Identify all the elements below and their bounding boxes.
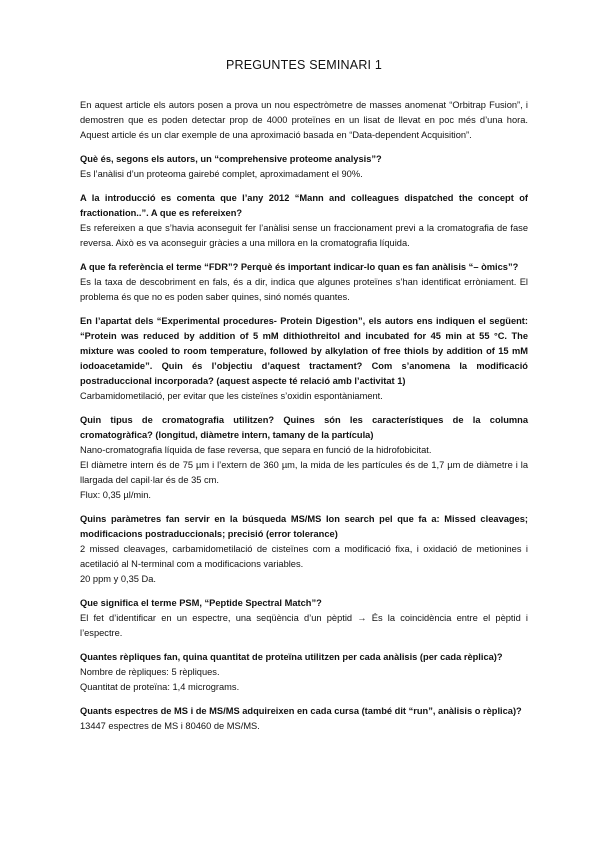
answer-7: El fet d’identificar en un espectre, una seqüència d’un pèptid → És la coincidència entre el pèptid i l’espectre. [80,613,528,638]
page-title: PREGUNTES SEMINARI 1 [225,58,383,72]
answer-5-line-1: Nano-cromatografia líquida de fase reversa, que separa en funció de la hidrofobicitat. [80,445,432,455]
answer-3: Es la taxa de descobriment en fals, és a dir, indica que algunes proteïnes s’han identificat erròniament. El problema és que no es poden saber quines, sinó només quantes. [80,277,528,302]
question-1: Què és, segons els autors, un “comprehensive proteome analysis”? [80,154,382,164]
answer-8-line-2: Quantitat de proteïna: 1,4 micrograms. [80,682,240,692]
question-4: En l’apartat dels “Experimental procedures- Protein Digestion”, els autors ens indiquen el següent: “Protein was reduced by addition of 5 mM dithiothreitol and incubated for 45 min at 55 °C. The mixture was cooled to room temperature, followed by alkylation of free thiols by addition of 15 mM iodoacetamide”. Quin és l’objectiu d’aquest tractament? Com s’anomena la modificació postraduccional incorporada? (aquest aspecte té relació amb l’activitat 1) [80,316,528,386]
qa-block-2 [80,191,528,251]
question-9: Quants espectres de MS i de MS/MS adquireixen en cada cursa (també dit “run”, anàlisis o rèplica)? [80,706,522,716]
question-5: Quin tipus de cromatografia utilitzen? Quines són les característiques de la columna cromatogràfica? (longitud, diàmetre intern, tamany de la partícula) [80,415,528,440]
answer-1: Es l’anàlisi d’un proteoma gairebé complet, aproximadament el 90%. [80,169,363,179]
question-6: Quins paràmetres fan servir en la búsqueda MS/MS Ion search pel que fa a: Missed cleavages; modificacions postraduccionals; precisió (error tolerance) [80,514,528,539]
intro-paragraph: En aquest article els autors posen a prova un nou espectròmetre de masses anomenat “Orbitrap Fusion”, i demostren que es poden detectar prop de 4000 proteïnes en un lisat de llevat en poc més d’una hora. Aquest article és un clar exemple de una aproximació basada en “Data-dependent Acquisition”. [80,100,528,140]
question-2: A la introducció es comenta que l’any 2012 “Mann and colleagues dispatched the concept of fractionation..”. A que es refereixen? [80,193,528,218]
qa-block-3 [80,260,528,305]
answer-2: Es refereixen a que s’havia aconseguit fer l’anàlisi sense un fraccionament previ a la cromatografia de fase reversa. Això es va aconseguir gràcies a una millora en la cromatografia líquida. [80,223,528,248]
answer-6-line-1: 2 missed cleavages, carbamidometilació de cisteïnes com a modificació fixa, i oxidació de metionines i acetilació al N-terminal com a modificacions variables. [80,544,528,569]
answer-4: Carbamidometilació, per evitar que les cisteïnes s’oxidin espontàniament. [80,391,383,401]
question-8: Quantes rèpliques fan, quina quantitat de proteïna utilitzen per cada anàlisis (per cada rèplica)? [80,652,503,662]
answer-5-line-3: Flux: 0,35 µl/min. [80,490,151,500]
answer-6-line-2: 20 ppm y 0,35 Da. [80,574,156,584]
question-3: A que fa referència el terme “FDR”? Perquè és important indicar-lo quan es fan anàlisis “– òmics”? [80,262,519,272]
qa-block-4 [80,314,528,404]
qa-block-6 [80,512,528,587]
qa-block-9 [80,704,528,734]
answer-9: 13447 espectres de MS i 80460 de MS/MS. [80,721,260,731]
qa-block-1 [80,152,528,182]
qa-block-8 [80,650,528,695]
question-7: Que significa el terme PSM, “Peptide Spectral Match”? [80,598,322,608]
qa-block-7 [80,596,528,641]
answer-8-line-1: Nombre de rèpliques: 5 rèpliques. [80,667,220,677]
answer-5-line-2: El diàmetre intern és de 75 µm i l’extern de 360 µm, la mida de les partícules és de 1,7 µm de diàmetre i la llargada del capil·lar és de 35 cm. [80,460,528,485]
qa-block-5 [80,413,528,503]
